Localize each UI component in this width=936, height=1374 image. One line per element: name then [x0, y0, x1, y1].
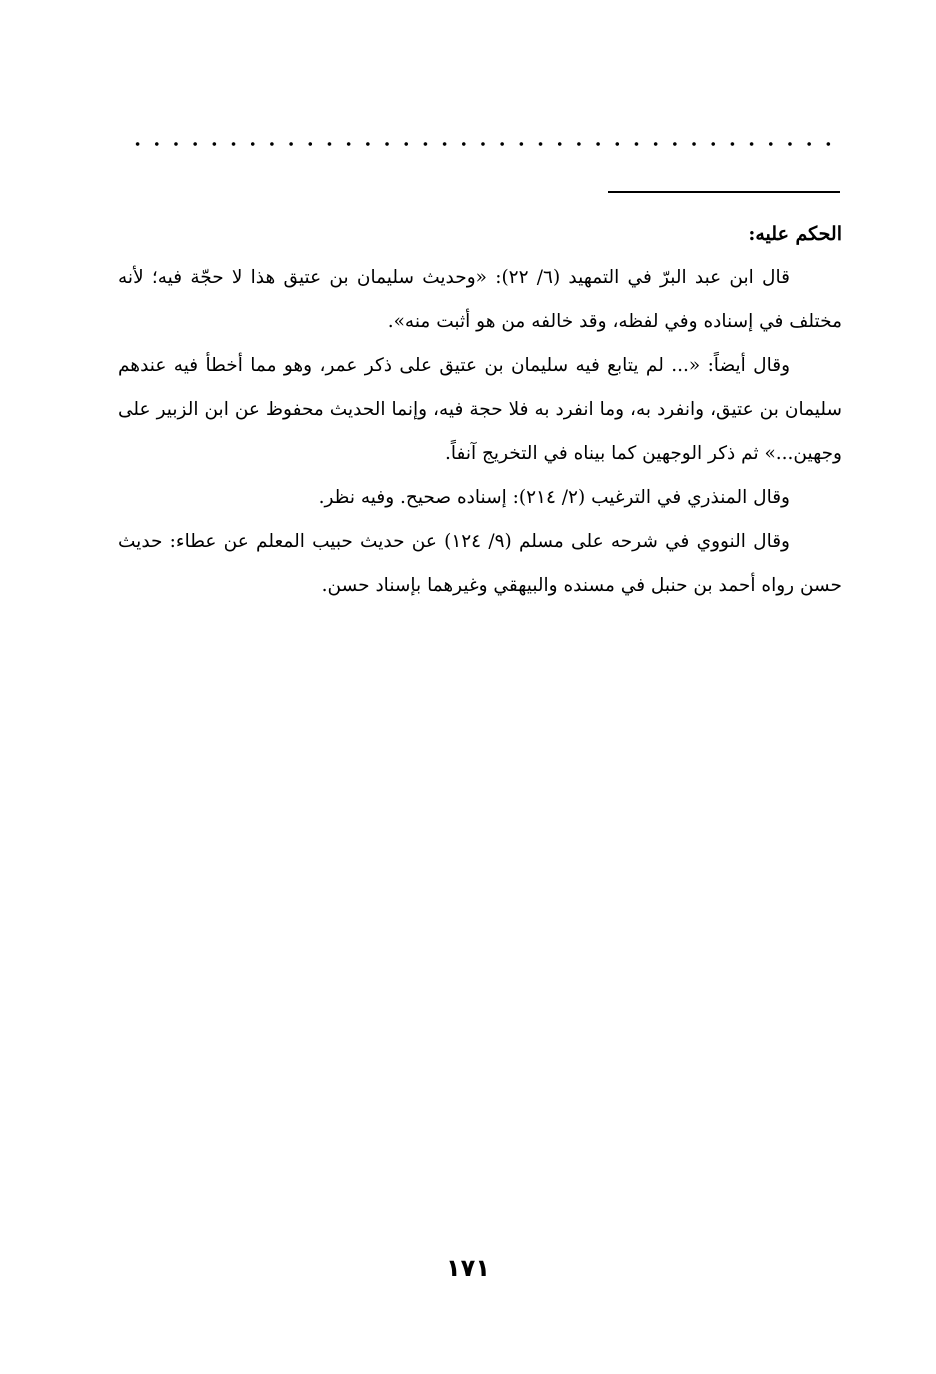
section-rule — [608, 191, 840, 193]
paragraph-mundhiri: وقال المنذري في الترغيب (٢/ ٢١٤): إسناده صحيح. وفيه نظر. — [318, 487, 790, 508]
dotted-separator — [128, 139, 840, 149]
paragraph-nawawi: وقال النووي في شرحه على مسلم (٩/ ١٢٤) عن حديث حبيب المعلم عن عطاء: حديث حسن رواه أحمد بن حنبل في مسنده والبيهقي وغيرهما بإسناد حسن. — [118, 531, 842, 596]
page-number: ١٧١ — [446, 1254, 490, 1282]
section-heading: الحكم عليه: — [748, 223, 842, 245]
paragraph-ibn-abd-al-barr: قال ابن عبد البرّ في التمهيد (٦/ ٢٢): «وحديث سليمان بن عتيق هذا لا حجّة فيه؛ لأنه مختلف في إسناده وفي لفظه، وقد خالفه من هو أثبت منه». — [118, 267, 842, 332]
paragraph-also-said: وقال أيضاً: «... لم يتابع فيه سليمان بن عتيق على ذكر عمر، وهو مما أخطأ فيه عندهم سليمان بن عتيق، وانفرد به، وما انفرد به فلا حجة فيه، وإنما الحديث محفوظ عن ابن الزبير على وجهين...» ثم ذكر الوجهين كما بيناه في التخريج آنفاً. — [118, 355, 842, 464]
page-body — [118, 212, 842, 608]
